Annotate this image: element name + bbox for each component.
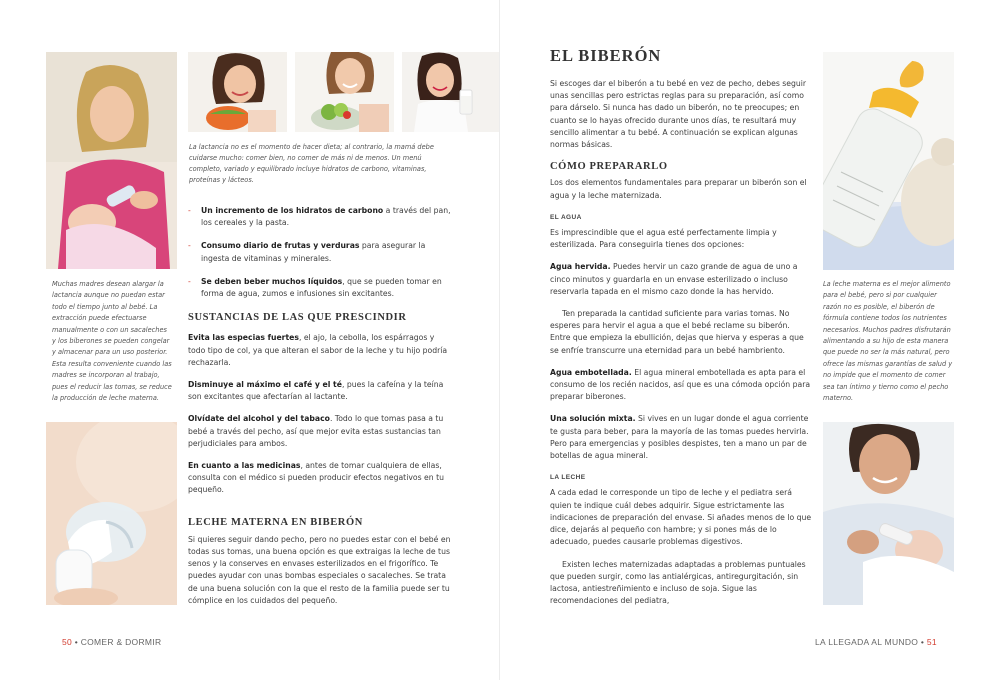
paragraph-bold: En cuanto a las medicinas [188,461,301,471]
paragraph [550,413,812,462]
right-page [500,0,1000,680]
dash-icon: - [188,276,191,286]
bullet-bold: Consumo diario de frutas y verduras [201,241,360,251]
paragraph-bold: Disminuye al máximo el café y el té [188,380,342,390]
section-label: LA LLEGADA AL MUNDO [815,637,919,647]
paragraph-bold: Evita las especias fuertes [188,333,299,343]
bullet-text: a través del pan, los cereales y la pasta. [201,206,451,228]
paragraph: Es imprescindible que el agua esté perfectamente limpia y esterilizada. Para conseguirla tienes dos opciones: [550,228,777,250]
caption-mother-photo: Muchas madres desean alargar la lactancia aunque no puedan estar todo el tiempo junto al bebé. La extracción puede efectuarse manualmente o con un sacaleches y los biberones se pueden congelar y almacenar para un uso posterior. Esta resulta conveniente cuando las madres se incorporan al trabajo, pues el reducir las tomas, se reduce la producción de leche materna. [52,280,172,403]
paragraph-text: Si vives en un lugar donde el agua corriente te gusta para beber, para la mayoría de las tomas puedes hervirla. Pero para emergencias y posibles despistes, ten a mano un par de botellas de agua mineral. [550,414,809,461]
photo-mother-feeding-baby [46,52,177,269]
paragraph [188,379,451,403]
paragraph-text: , el ajo, la cebolla, los espárragos y todo tipo de col, ya que alteran el sabor de la leche y tu hijo podría rechazarla. [188,333,448,367]
left-text-column [188,205,451,617]
footer-dot: • [920,637,925,647]
paragraph [188,413,451,450]
intro-paragraph: Si escoges dar el biberón a tu bebé en vez de pecho, debes seguir unas sencillas pero estrictas reglas para su preparación, así como para dárselo. Si nunca has dado un biberón, no te preocupes; en cuanto se lo hayas ofrecido durante unos días, te resultará muy sencillo alimentar a tu bebé. A continuación se explican algunas normas básicas. [550,79,807,150]
heading-substances: SUSTANCIAS DE LAS QUE PRESCINDIR [188,312,407,324]
paragraph: Existen leches maternizadas adaptadas a problemas puntuales que pueden surgir, como las antialérgicas, antiregurgitación, sin lactosa, antiestreñimiento e incluso de soja. Sigue las recomendaciones del pediatra, [550,559,806,606]
heading-milk: LA LECHE [550,474,586,482]
paragraph [188,332,451,369]
left-footer [62,637,161,647]
dash-icon: - [188,241,191,251]
paragraph: Si quieres seguir dando pecho, pero no puedes estar con el bebé en todas sus tomas, una buena opción es que extraigas la leche de tus senos y la conserves en envases esterilizados en el frigorífico. Te puedes ayudar con unas bombas especiales o sacaleches. Se trata de una buena solución con la que el resto de la familia puede ser tu cómplice en los cuidados del pequeño. [188,534,451,605]
bullet-item [188,276,451,300]
paragraph-bold: Olvídate del alcohol y del tabaco [188,414,330,424]
bullet-item [188,240,451,264]
bullet-text: , que se pueden tomar en forma de agua, zumos e infusiones sin excitantes. [201,276,442,299]
page-number: 51 [926,637,937,647]
bullet-bold: Se deben beber muchos líquidos [201,276,343,286]
photo-woman-milk-glass [402,52,501,132]
page-title: EL BIBERÓN [550,46,662,65]
photo-woman-eating-salad [188,52,287,132]
footer-dot: • [74,637,79,647]
paragraph-text: Puedes hervir un cazo grande de agua de uno a cinco minutos y guardarla en un envase esterilizado o incluso reservarla tapada en el mismo cazo donde la has hervido. [550,262,798,296]
heading-how-to-prepare: CÓMO PREPARARLO [550,161,668,173]
section-label: COMER & DORMIR [80,637,162,647]
caption-food-photos: La lactancia no es el momento de hacer dieta; al contrario, la mamá debe cuidarse mucho: comer bien, no comer de más ni de menos. Un menú completo, variado y equilibrado incluye hidratos de carbono, vitaminas, proteínas y lácteos. [189,143,434,184]
right-footer [815,637,937,647]
paragraph: Los dos elementos fundamentales para preparar un biberón son el agua y la leche maternizada. [550,178,807,200]
photo-father-feeding-baby [823,422,954,605]
paragraph-text: , pues la cafeína y la teína son excitantes que afectarían al lactante. [188,380,444,402]
paragraph [550,261,812,298]
paragraph-text: . Todo lo que tomas pasa a tu bebé a través del pecho, así que mejor evita estas sustancias tan perjudiciales para ambos. [188,414,444,448]
paragraph [188,460,451,497]
page-number: 50 [62,637,73,647]
dash-icon: - [188,206,191,215]
paragraph-bold: Agua embotellada. [550,367,632,377]
paragraph [550,367,812,404]
paragraph: Ten preparada la cantidad suficiente para varias tomas. No esperes para hervir el agua a que el bebé reclame su biberón. Entre que empieza la ebullición, dejas que hierva y esperas a que se enfríe transcurre una eternidad para un bebé hambriento. [550,309,804,355]
paragraph-text: , antes de tomar cualquiera de ellas, consulta con el médico si pueden producir efectos negativos en tu pequeño. [188,461,444,495]
caption-bottle-photo: La leche materna es el mejor alimento para el bebé, pero si por cualquier razón no es posible, el biberón de fórmula contiene todos los nutrientes necesarios. Muchos padres disfrutarán alimentando a su hijo de esta manera que puede no ser la más natural, pero ofrece las mismas garantías de salud y no impide que el momento de comer sea tan íntimo y tierno como el pecho materno. [823,280,953,403]
paragraph: A cada edad le corresponde un tipo de leche y el pediatra será quien te indique cuál debes adquirir. Sigue estrictamente las indicaciones de preparación del envase. Si añades menos de lo que dice, dejarás al pequeño con hambre; y si pones más de lo adecuado, puedes causarle problemas digestivos. [550,488,812,547]
right-text-column [550,78,812,617]
bullet-bold: Un incremento de los hidratos de carbono [201,206,384,215]
paragraph-bold: Agua hervida. [550,262,611,272]
paragraph-text: El agua mineral embotellada es apta para el consumo de los recién nacidos, así que es una cómoda opción para preparar biberones. [550,367,811,402]
heading-breastmilk-bottle: LECHE MATERNA EN BIBERÓN [188,516,363,528]
paragraph-bold: Una solución mixta. [550,414,636,424]
diet-bullet-list [188,205,451,300]
bullet-item [188,205,451,229]
bullet-text: para asegurar la ingesta de vitaminas y minerales. [201,241,426,263]
photo-woman-salad-bowl [295,52,394,132]
heading-water: EL AGUA [550,213,582,221]
photo-baby-bottle [823,52,954,270]
photo-breast-pump [46,422,177,605]
